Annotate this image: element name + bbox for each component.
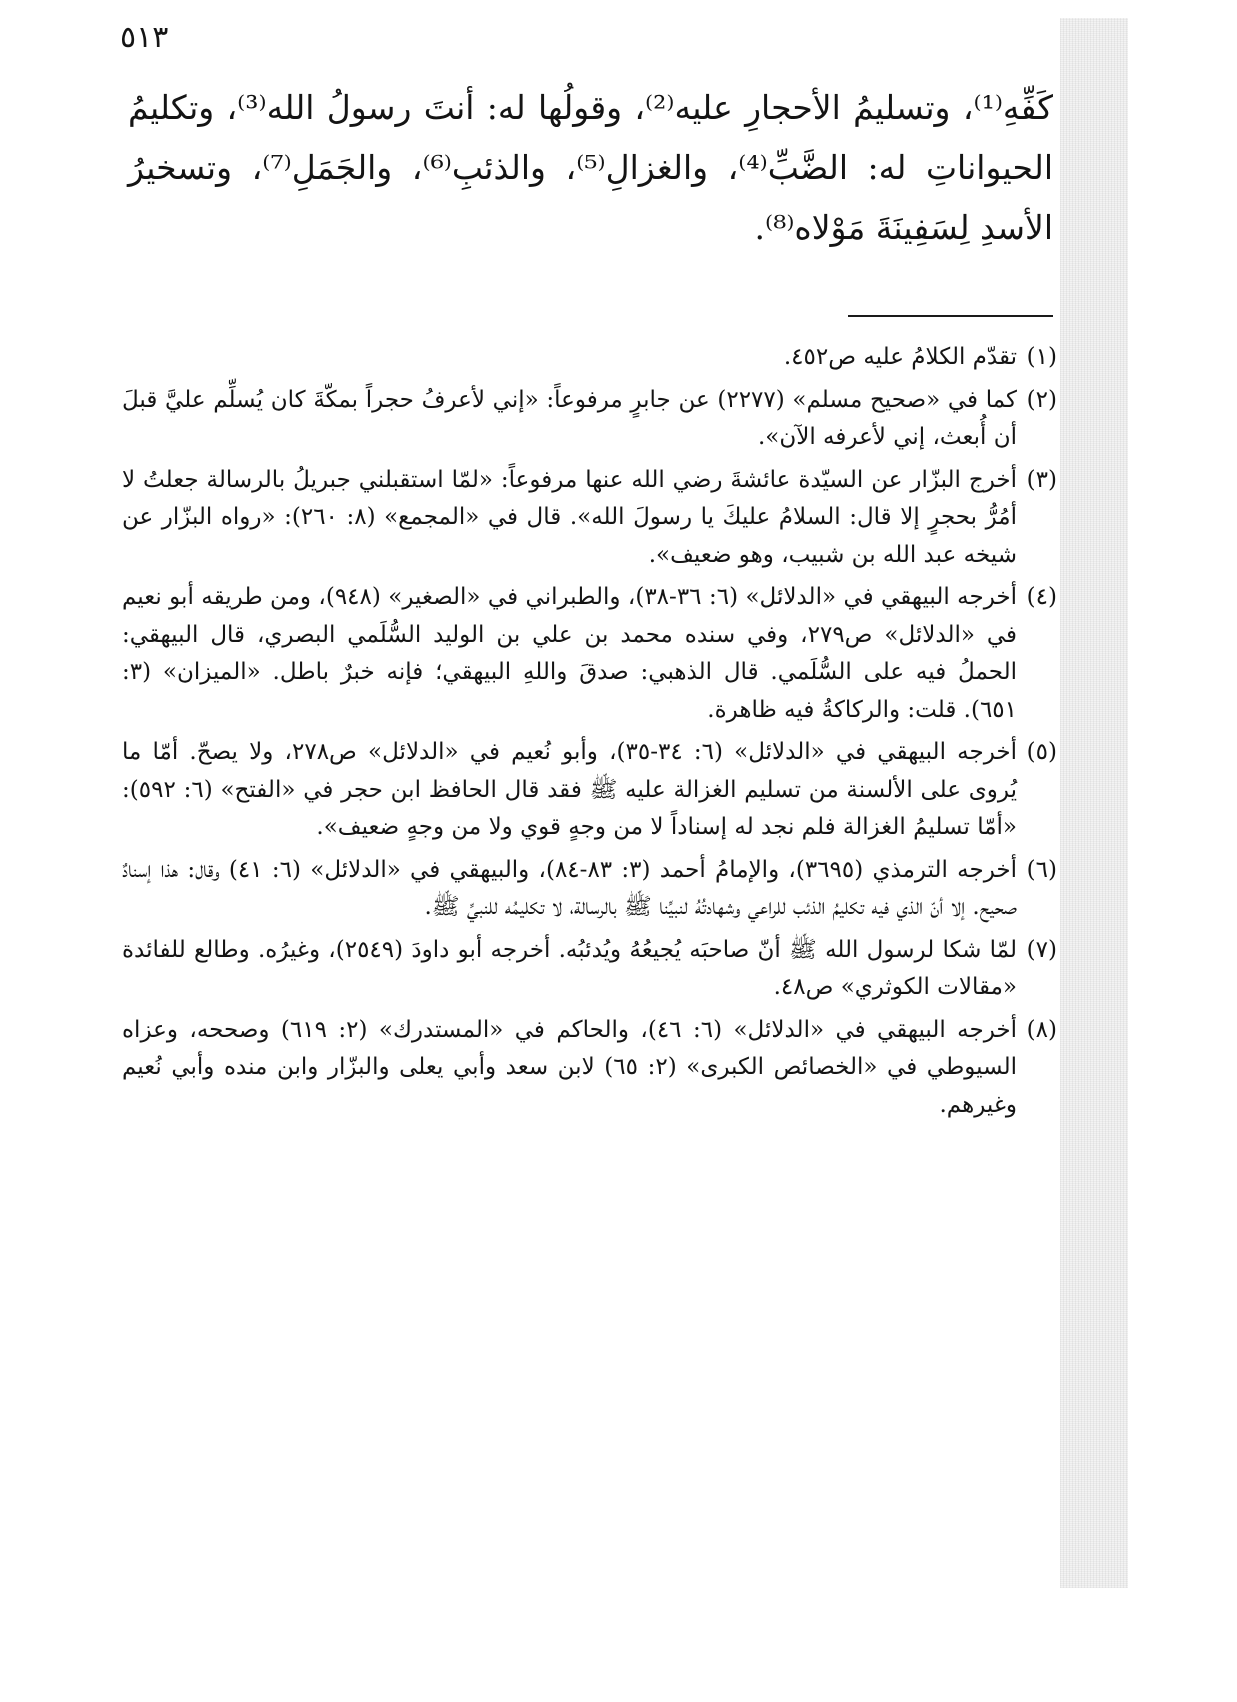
footnote-text: أخرجه البيهقي في «الدلائل» (٦: ٣٤-٣٥)، وأبو نُعيم في «الدلائل» ص٢٧٨، ولا يصحّ. أمّا ما يُروى على الألسنة من تسليم الغزالة عليه ﷺ فقد قال الحافظ ابن حجر في «الفتح» (٦: ٥٩٢): «أمّا تسليمُ الغزالة فلم نجد له إسناداً لا من وجهٍ قوي ولا من وجهٍ ضعيف».	[122, 739, 1018, 840]
main-text-block	[128, 78, 1053, 258]
footnote-text: أخرجه البيهقي في «الدلائل» (٦: ٣٦-٣٨)، والطبراني في «الصغير» (٩٤٨)، ومن طريقه أبو نعيم في «الدلائل» ص٢٧٩، وفي سنده محمد بن علي بن الوليد السُّلَمي البصري، قال البيهقي: الحملُ فيه على السُّلَمي. قال الذهبي: صدقَ واللهِ البيهقي؛ فإنه خبرٌ باطل. «الميزان» (٣: ٦٥١). قلت: والركاكةُ فيه ظاهرة.	[122, 584, 1018, 723]
footnote-separator	[848, 315, 1053, 317]
main-paragraph: كَفِّهِ⁽¹⁾، وتسليمُ الأحجارِ عليه⁽²⁾، وقولُها له: أنتَ رسولُ الله⁽³⁾، وتكليمُ الحيواناتِ له: الضَّبِّ⁽⁴⁾، والغزالِ⁽⁵⁾، والذئبِ⁽⁶⁾، والجَمَلِ⁽⁷⁾، وتسخيرُ الأسدِ لِسَفِينَةَ مَوْلاه⁽⁸⁾.	[128, 88, 1054, 247]
footnote-number: (٢)	[1026, 386, 1057, 413]
footnote-number: (٥)	[1026, 739, 1057, 765]
footnote-2	[122, 382, 1057, 457]
footnote-8	[122, 1012, 1057, 1125]
footnote-5	[122, 734, 1057, 847]
footnote-text: كما في «صحيح مسلم» (٢٢٧٧) عن جابرٍ مرفوعاً: «إني لأعرفُ حجراً بمكّةَ كان يُسلِّم عليَّ قبلَ أن أُبعث، إني لأعرفه الآن».	[122, 386, 1017, 450]
footnote-6	[122, 852, 1057, 927]
footnote-text: تقدّم الكلامُ عليه ص٤٥٢.	[783, 344, 1017, 370]
footnote-number: (٤)	[1026, 584, 1057, 610]
footnote-number: (٣)	[1026, 466, 1057, 493]
footnote-number: (١)	[1026, 344, 1057, 370]
footnote-text: لمّا شكا لرسول الله ﷺ أنّ صاحبَه يُجيعُهُ ويُدئبُه. أخرجه أبو داودَ (٢٥٤٩)، وغيرُه. وطالع للفائدة «مقالات الكوثري» ص٤٨.	[122, 936, 1017, 1000]
footnote-3	[122, 462, 1057, 575]
footnote-text: أخرجه الترمذي (٣٦٩٥)، والإمامُ أحمد (٣: ٨٣-٨٤)، والبيهقي في «الدلائل» (٦: ٤١) وقال: هذا إسنادٌ صحيح. إلا أنّ الذي فيه تكليمُ الذئب للراعي وشهادتُهُ لنبيِّنا ﷺ بالرسالة، لا تكليمُه للنبيِّ ﷺ.	[122, 856, 1018, 920]
footnote-number: (٦)	[1026, 856, 1057, 883]
footnote-text: أخرج البزّار عن السيّدة عائشةَ رضي الله عنها مرفوعاً: «لمّا استقبلني جبريلُ بالرسالة جعلتُ لا أمُرُّ بحجرٍ إلا قال: السلامُ عليكَ يا رسولَ الله». قال في «المجمع» (٨: ٢٦٠): «رواه البزّار عن شيخه عبد الله بن شبيب، وهو ضعيف».	[122, 466, 1017, 568]
page-number: ٥١٣	[120, 20, 169, 55]
footnote-number: (٨)	[1026, 1016, 1057, 1043]
footnote-text: أخرجه البيهقي في «الدلائل» (٦: ٤٦)، والحاكم في «المستدرك» (٢: ٦١٩) وصححه، وعزاه السيوطي في «الخصائص الكبرى» (٢: ٦٥) لابن سعد وأبي يعلى والبزّار وابن منده وأبي نُعيم وغيرهم.	[122, 1016, 1018, 1118]
footnote-4	[122, 579, 1057, 729]
footnotes-section	[122, 339, 1057, 1129]
footnote-number: (٧)	[1026, 936, 1057, 963]
scan-shadow-edge	[1060, 18, 1128, 1588]
footnote-1	[122, 339, 1057, 377]
footnote-7	[122, 932, 1057, 1007]
